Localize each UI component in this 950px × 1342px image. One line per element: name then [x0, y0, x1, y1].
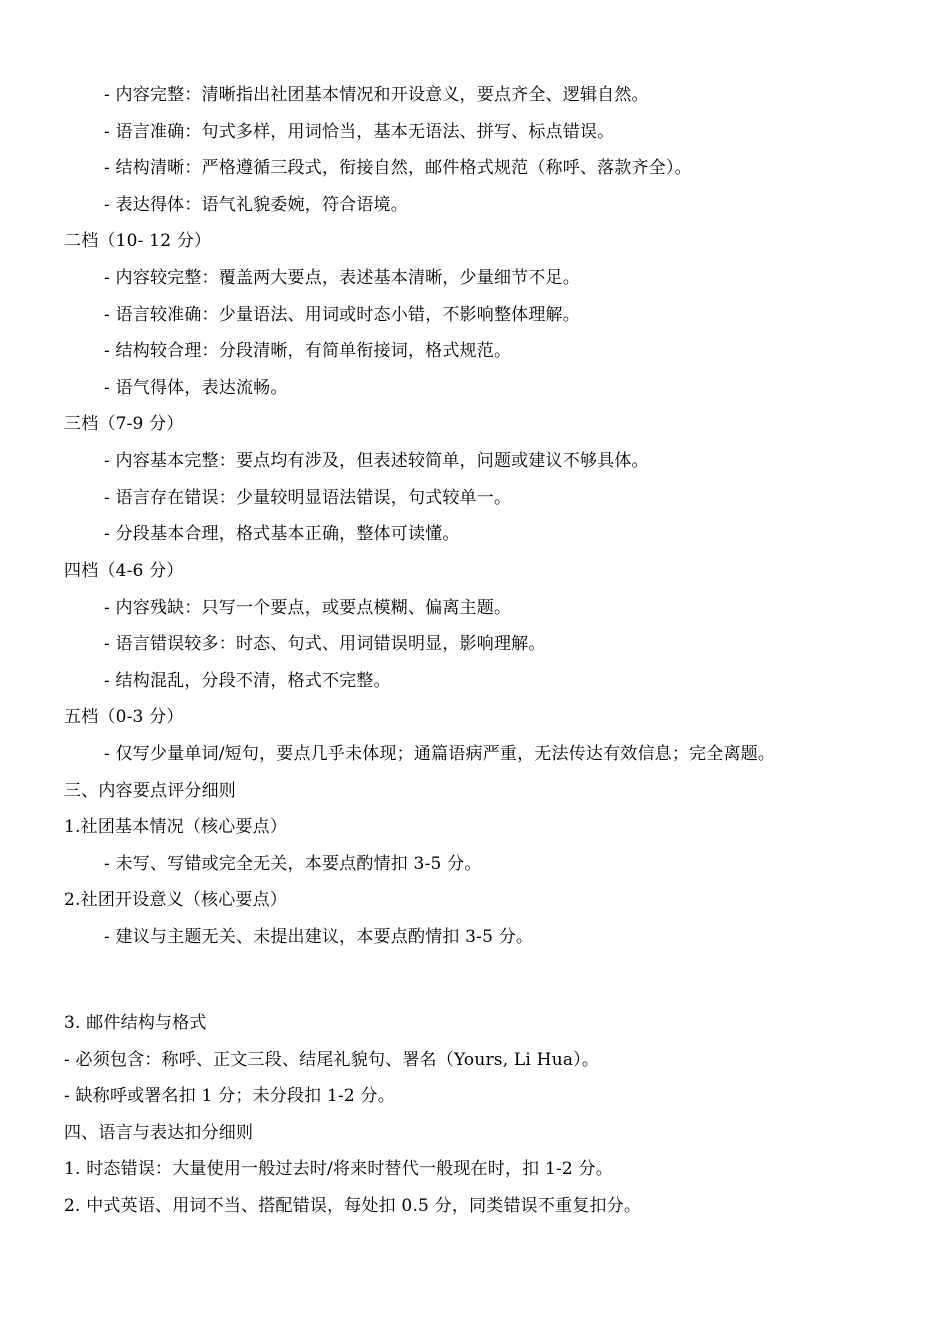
criterion-line: - 语气得体，表达流畅。 — [104, 378, 288, 398]
subsection-heading: 3. 邮件结构与格式 — [64, 1013, 207, 1033]
criterion-line: - 内容较完整：覆盖两大要点，表述基本清晰，少量细节不足。 — [104, 268, 580, 288]
criterion-line: - 建议与主题无关、未提出建议，本要点酌情扣 3-5 分。 — [104, 927, 534, 947]
criterion-line: - 结构较合理：分段清晰，有简单衔接词，格式规范。 — [104, 341, 512, 361]
criterion-line: - 仅写少量单词/短句，要点几乎未体现；通篇语病严重，无法传达有效信息；完全离题。 — [104, 744, 776, 764]
section-heading: 四、语言与表达扣分细则 — [64, 1123, 254, 1143]
criterion-line: - 语言较准确：少量语法、用词或时态小错，不影响整体理解。 — [104, 305, 580, 325]
grade-heading: 五档（0-3 分） — [64, 707, 184, 727]
criterion-line: 2. 中式英语、用词不当、搭配错误，每处扣 0.5 分，同类错误不重复扣分。 — [64, 1196, 642, 1216]
criterion-line: - 语言准确：句式多样，用词恰当，基本无语法、拼写、标点错误。 — [104, 122, 615, 142]
criterion-line: - 内容完整：清晰指出社团基本情况和开设意义，要点齐全、逻辑自然。 — [104, 85, 649, 105]
criterion-line: - 内容残缺：只写一个要点，或要点模糊、偏离主题。 — [104, 598, 512, 618]
criterion-line: - 语言错误较多：时态、句式、用词错误明显，影响理解。 — [104, 634, 546, 654]
criterion-line: - 必须包含：称呼、正文三段、结尾礼貌句、署名（Yours, Li Hua）。 — [64, 1050, 600, 1070]
criterion-line: - 内容基本完整：要点均有涉及，但表述较简单，问题或建议不够具体。 — [104, 451, 649, 471]
subsection-heading: 1.社团基本情况（核心要点） — [64, 817, 288, 837]
criterion-line: - 结构混乱，分段不清，格式不完整。 — [104, 671, 391, 691]
criterion-line: - 表达得体：语气礼貌委婉，符合语境。 — [104, 195, 408, 215]
criterion-line: - 未写、写错或完全无关，本要点酌情扣 3-5 分。 — [104, 854, 482, 874]
criterion-line: - 分段基本合理，格式基本正确，整体可读懂。 — [104, 524, 460, 544]
criterion-line: - 缺称呼或署名扣 1 分；未分段扣 1-2 分。 — [64, 1086, 395, 1106]
criterion-line: - 语言存在错误：少量较明显语法错误，句式较单一。 — [104, 488, 512, 508]
grade-heading: 四档（4-6 分） — [64, 561, 184, 581]
criterion-line: - 结构清晰：严格遵循三段式，衔接自然，邮件格式规范（称呼、落款齐全）。 — [104, 158, 692, 178]
criterion-line: 1. 时态错误：大量使用一般过去时/将来时替代一般现在时，扣 1-2 分。 — [64, 1159, 613, 1179]
grade-heading: 三档（7-9 分） — [64, 414, 184, 434]
grade-heading: 二档（10- 12 分） — [64, 231, 212, 251]
subsection-heading: 2.社团开设意义（核心要点） — [64, 890, 288, 910]
section-heading: 三、内容要点评分细则 — [64, 781, 236, 801]
